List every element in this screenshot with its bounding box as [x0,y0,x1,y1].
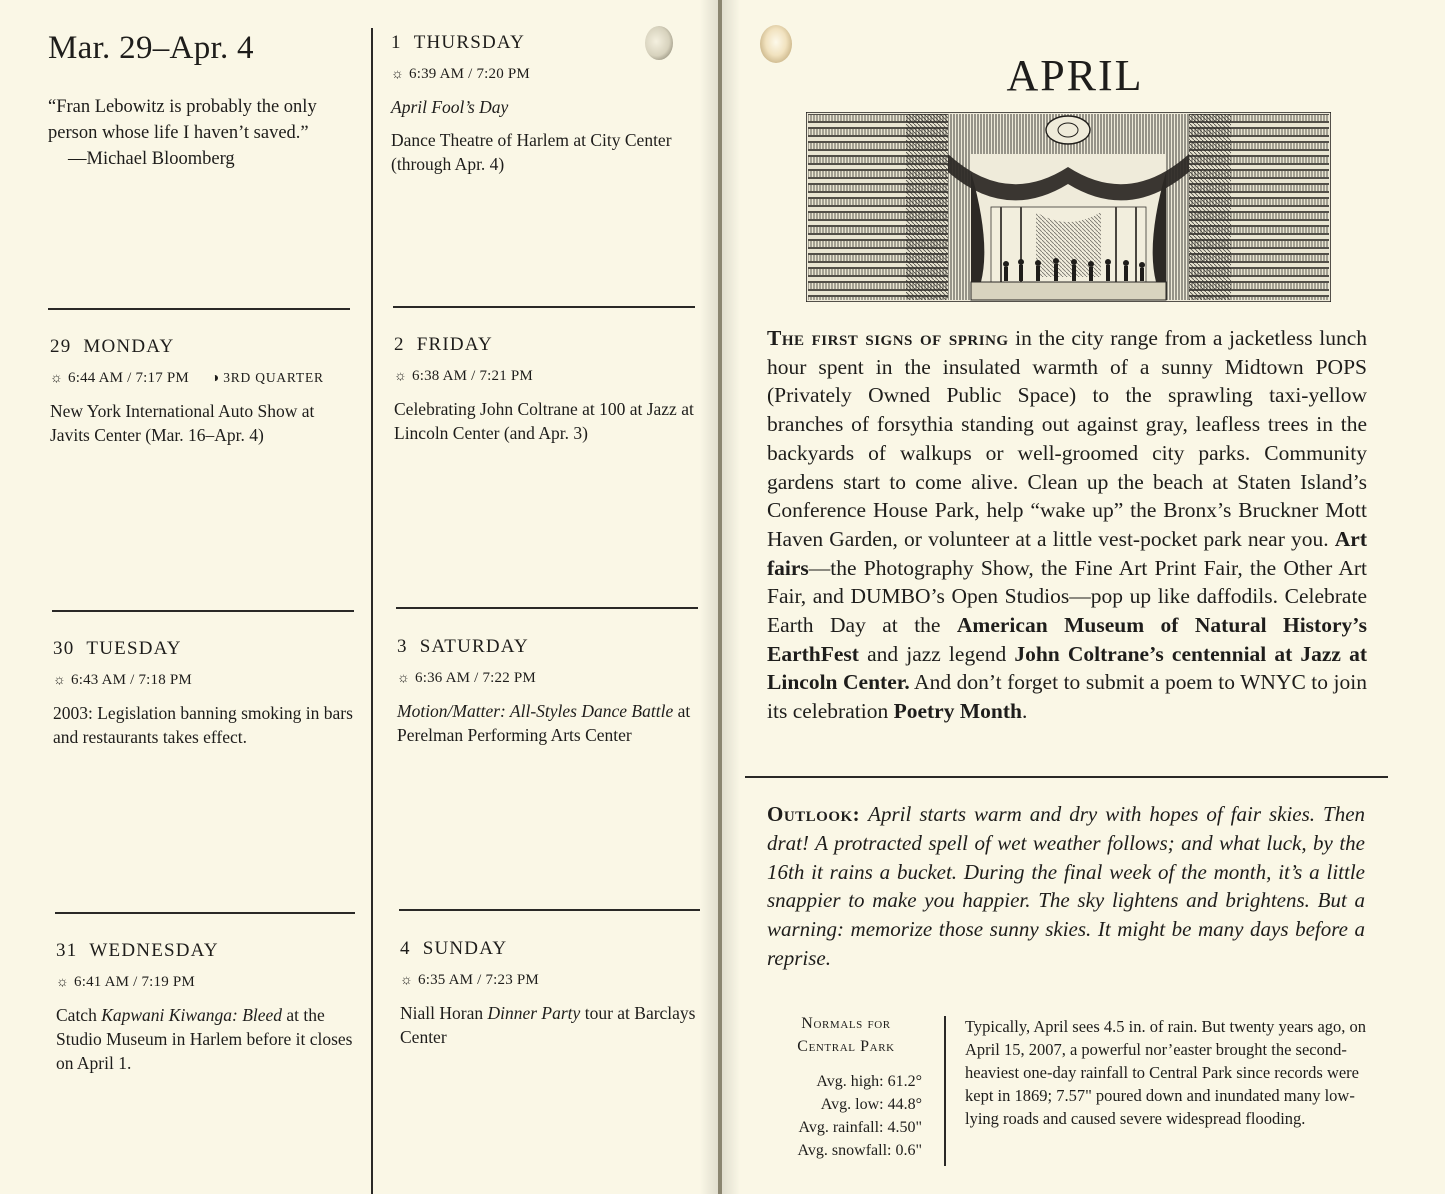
sun-times-text: 6:41 AM / 7:19 PM [74,974,195,990]
gutter-shadow [700,0,718,1194]
normals-heading-line: Central Park [797,1038,895,1055]
sun-times-text: 6:43 AM / 7:18 PM [71,672,192,688]
outlook-paragraph [767,800,1365,973]
sun-times [400,972,700,989]
sun-times [394,368,694,385]
sun-times [53,672,353,689]
rainfall-fact: Typically, April sees 4.5 in. of rain. But twenty years ago, on April 15, 2007, a powerful nor’easter brought the second-heaviest one-day rainfall to Central Park since records were kept in 1869; 7.57" poured down and inundated many low-lying roads and caused severe widespread flooding. [965,1017,1367,1128]
event-text-part: at the Studio Museum in Harlem before it closes on April 1. [56,1005,353,1073]
sun-times [50,370,350,387]
day-number: 4 [400,938,411,959]
outlook-text: April starts warm and dry with hopes of fair skies. Then drat! A protracted spell of wet weather follows; and what luck, by the 16th it rains a bucket. During the final week of the month, it’s a little snappier to make you happier. The sky lightens and brightens. But a warning: memorize those sunny skies. It might be many days before a reprise. [767,802,1366,970]
day-number: 2 [394,334,405,355]
day-divider [393,306,695,308]
day-number: 3 [397,636,408,657]
day-divider [52,610,354,612]
sun-icon: ☼ [50,371,64,386]
day-header [56,940,356,962]
day-divider [396,607,698,609]
day-number: 29 [50,336,72,357]
event-text: Celebrating John Coltrane at 100 at Jazz at Lincoln Center (and Apr. 3) [394,399,694,443]
day-entry-mar-31 [56,940,356,1075]
event-text-part: at Perelman Performing Arts Center [397,701,691,745]
event-text [397,699,697,747]
day-divider [399,909,700,911]
section-divider [745,776,1388,778]
intro-text: . [1021,699,1028,724]
intro-text: —the Photography Show, the Fine Art Print Fair, the Other Art Fair, and DUMBO’s Open Studios—pop up like daffodils. Celebrate Earth Day at the [767,555,1367,638]
sun-times [397,670,697,687]
sun-icon: ☼ [400,973,414,988]
sun-icon: ☼ [394,369,408,384]
day-entry-apr-3 [397,636,697,747]
day-weekday: SATURDAY [419,636,529,657]
normals-row: Avg. high: 61.2° [816,1073,922,1090]
day-weekday: THURSDAY [413,32,526,53]
day-entry-apr-4 [400,938,700,1049]
day-entry-apr-1 [391,32,691,176]
sun-icon: ☼ [56,975,70,990]
day-number: 31 [56,940,78,961]
day-entry-apr-2 [394,334,694,445]
binder-hole [645,26,673,60]
sun-icon: ☼ [391,67,405,82]
day-weekday: MONDAY [83,336,175,357]
observance: April Fool’s Day [391,97,509,117]
normals-row: Avg. rainfall: 4.50" [798,1119,922,1136]
column-divider [371,28,373,1194]
day-weekday: TUESDAY [86,638,182,659]
sun-times-text: 6:35 AM / 7:23 PM [418,972,539,988]
event-text-part: Niall Horan [400,1003,488,1023]
normals-divider [944,1016,946,1166]
quote [48,94,338,172]
left-page [0,0,718,1194]
intro-text: and jazz legend [858,641,1015,666]
day-divider [55,912,355,914]
outlook-label: Outlook: [767,802,861,826]
event-text-part: tour at Barclays Center [400,1003,696,1047]
event-text [400,1001,700,1049]
event-text: New York International Auto Show at Javits Center (Mar. 16–Apr. 4) [50,401,315,445]
event-title: Motion/Matter: All-Styles Dance Battle [397,701,674,721]
day-weekday: SUNDAY [422,938,508,959]
day-header [50,336,350,358]
event-title: Kapwani Kiwanga: Bleed [101,1005,283,1025]
day-header [394,334,694,356]
moon-phase-text: 3RD QUARTER [223,370,324,385]
week-title: Mar. 29–Apr. 4 [48,30,254,66]
day-header [400,938,700,960]
day-entry-mar-30 [53,638,353,749]
intro-text: And don’t forget to submit a poem to WNYC to join its celebration [767,670,1368,724]
intro-lead: The first signs of spring [767,326,1009,350]
month-title: APRIL [1006,51,1144,100]
intro-highlight: John Coltrane’s centennial at Jazz at Lincoln Center. [767,641,1367,695]
theater-engraving-image [806,112,1331,302]
sun-times-text: 6:36 AM / 7:22 PM [415,670,536,686]
gutter-shadow [722,0,740,1194]
day-number: 1 [391,32,402,53]
quote-text: “Fran Lebowitz is probably the only person whose life I haven’t saved.” [48,97,317,143]
quote-attribution: —Michael Bloomberg [68,149,235,169]
binder-hole [760,25,792,63]
event-text: 2003: Legislation banning smoking in bars and restaurants takes effect. [53,703,353,747]
day-header [53,638,353,660]
day-divider [48,308,350,310]
sun-times [391,66,691,83]
day-weekday: WEDNESDAY [89,940,219,961]
day-number: 30 [53,638,75,659]
normals-heading-line: Normals for [801,1015,891,1032]
event-text [56,1003,356,1075]
intro-highlight: Poetry Month [893,699,1022,724]
moon-phase [211,370,324,385]
sun-icon: ☼ [53,673,67,688]
intro-highlight: Art fairs [767,526,1367,580]
normals-row: Avg. snowfall: 0.6" [797,1142,922,1159]
day-entry-mar-29 [50,336,350,447]
normals-heading [770,1012,922,1058]
event-text-part: Catch [56,1005,102,1025]
day-header [397,636,697,658]
intro-highlight: American Museum of Natural History’s EarthFest [767,613,1367,666]
sun-times-text: 6:39 AM / 7:20 PM [409,66,530,82]
sun-times-text: 6:38 AM / 7:21 PM [412,368,533,384]
event-title: Dinner Party [487,1003,581,1023]
intro-text: in the city range from a jacketless lunch hour spent in the insulated warmth of a sunny Midtown POPS (Privately Owned Public Space) to the sprawling taxi-yellow branches of forsythia standing out against gray, leafless trees in the backyards of walkups or well-groomed city parks. Community gardens start to come alive. Clean up the beach at Staten Island’s Conference House Park, help “wake up” the Bronx’s Bruckner Mott Haven Garden, or volunteer at a little vest-pocket park near you. [767,326,1367,551]
intro-paragraph [767,324,1367,726]
day-weekday: FRIDAY [416,334,493,355]
sun-times [56,974,356,991]
moon-quarter-icon: ◑ [210,371,221,386]
sun-times-text: 6:44 AM / 7:17 PM [68,370,189,386]
sun-icon: ☼ [397,671,411,686]
normals-box [770,1012,922,1162]
event-text: Dance Theatre of Harlem at City Center (through Apr. 4) [391,130,672,174]
normals-row: Avg. low: 44.8° [820,1096,922,1113]
